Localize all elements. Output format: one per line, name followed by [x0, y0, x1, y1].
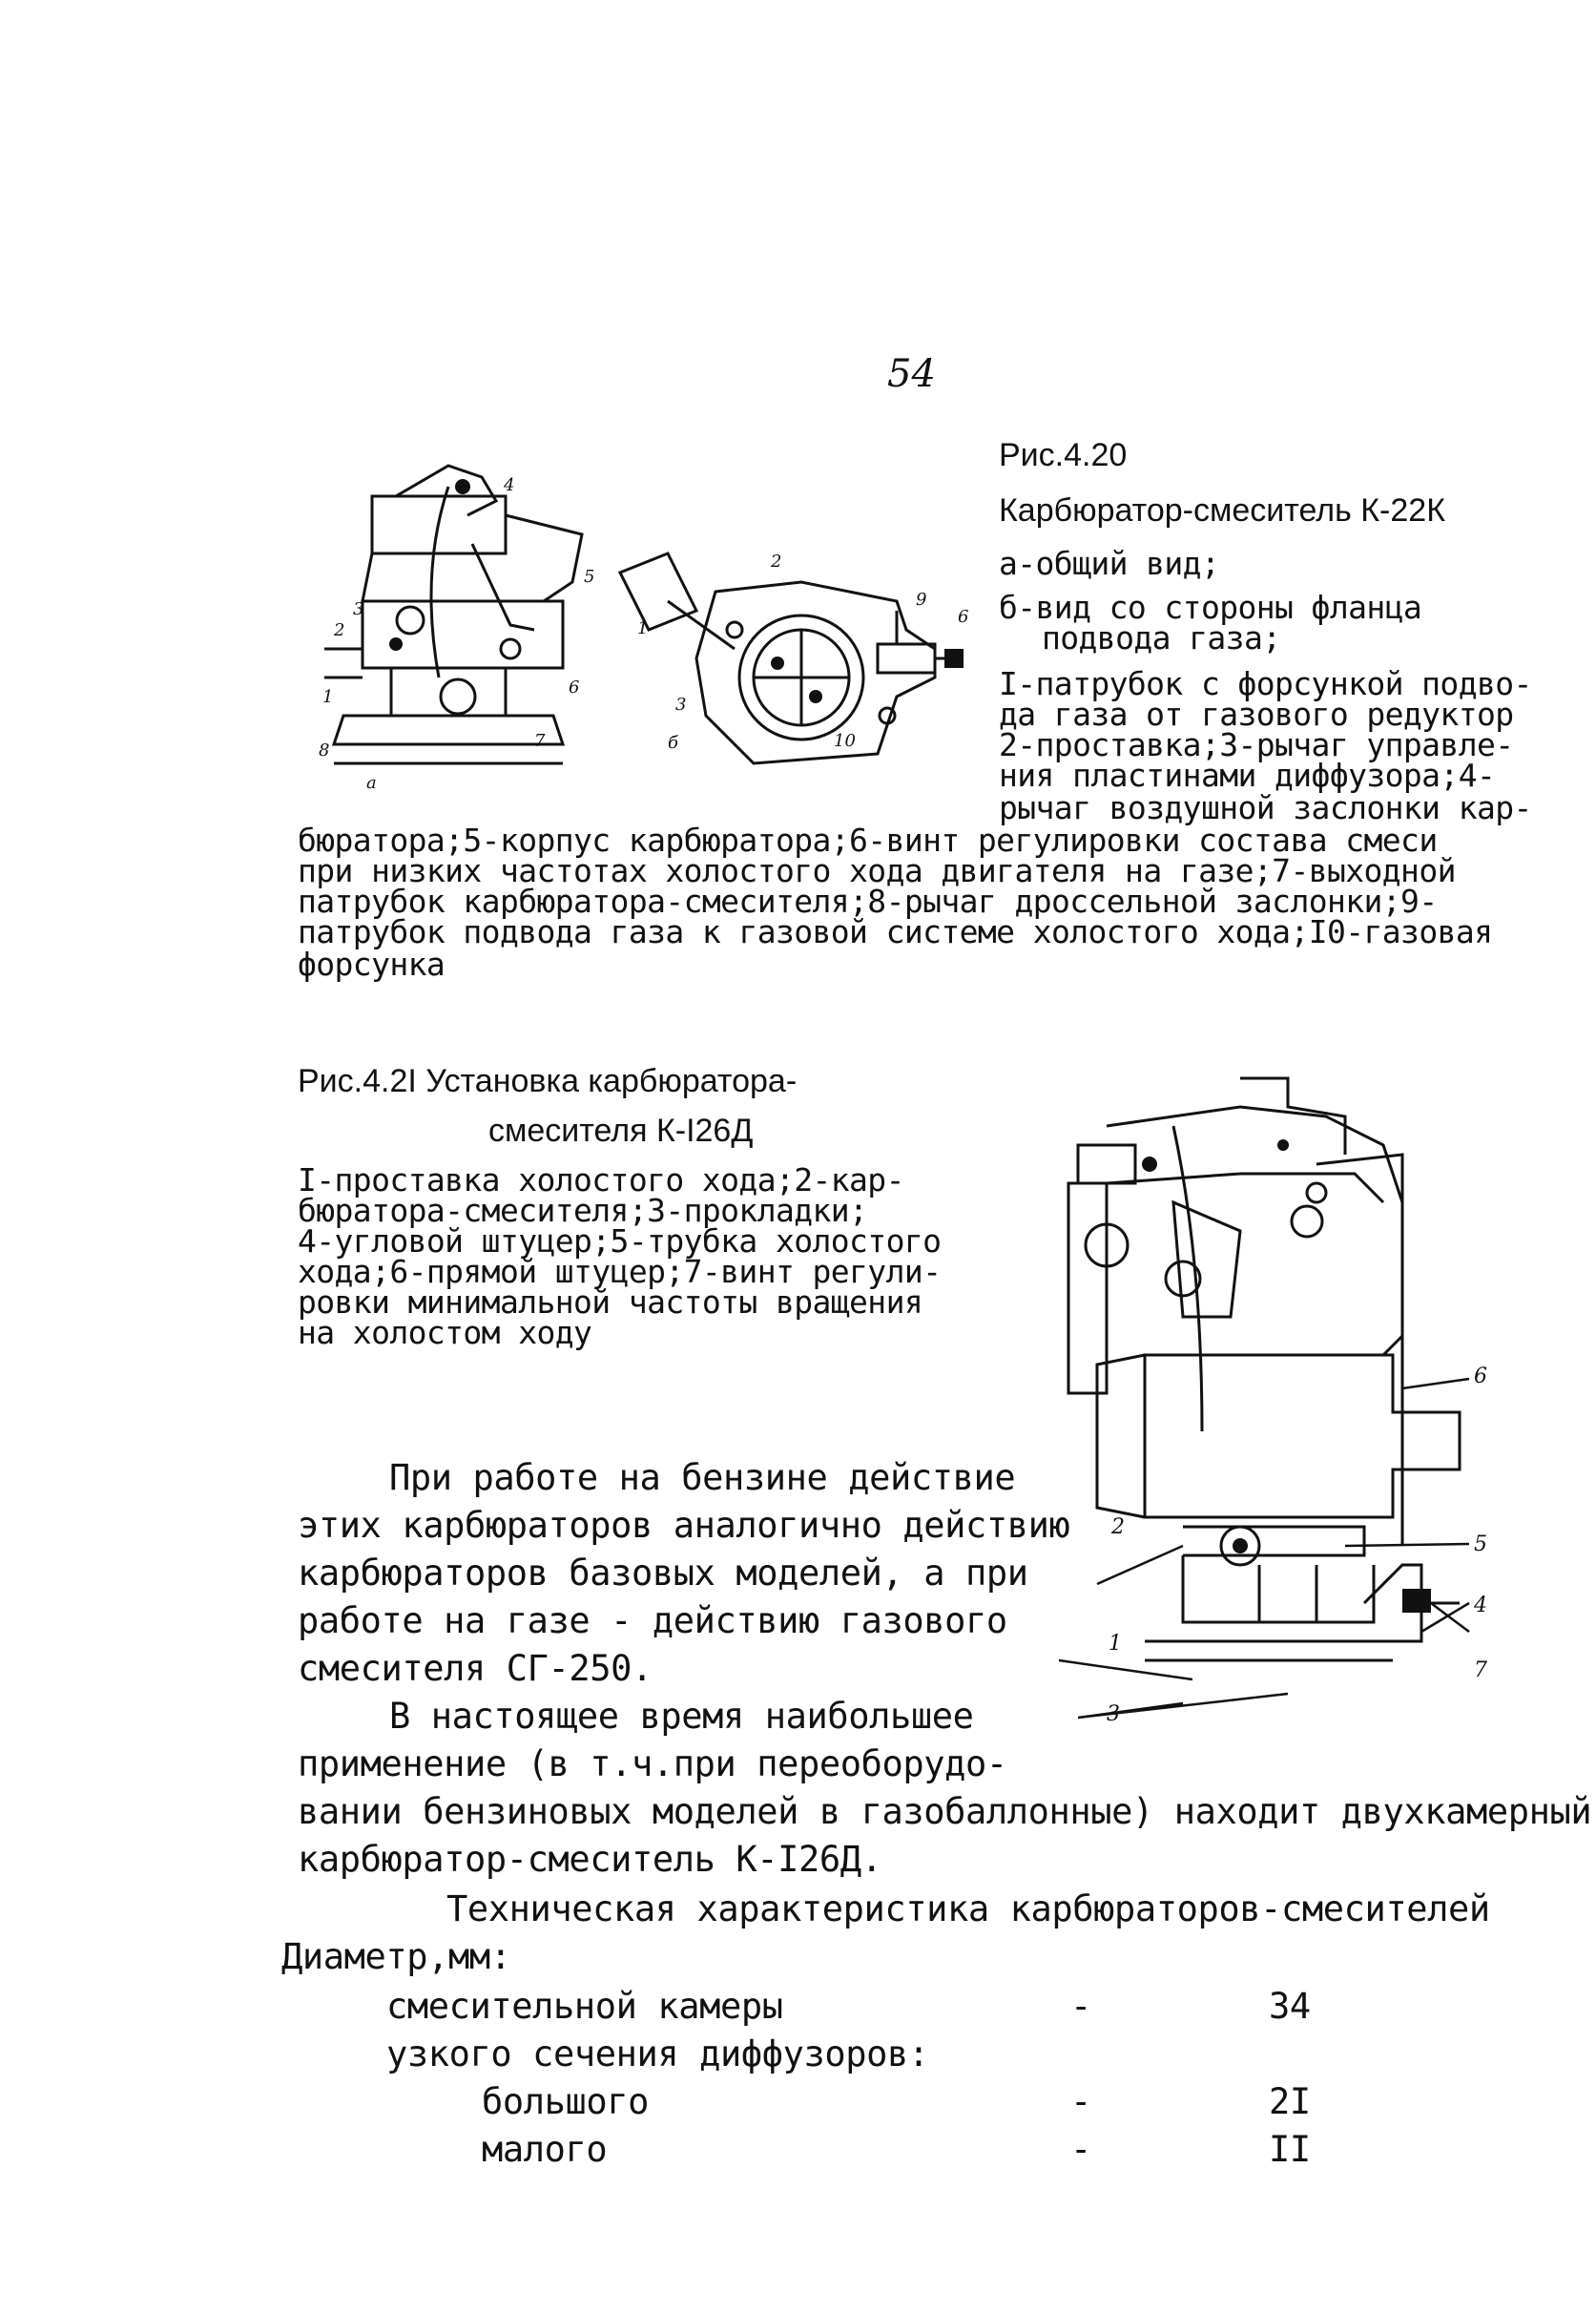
spec-row-dash: - — [1070, 2081, 1091, 2122]
fig21-label-1: 1 — [1109, 1632, 1122, 1656]
body-line: вании бензиновых моделей в газобаллонные) находит двухкамерный — [298, 1791, 1592, 1832]
fig20-legend-line: бюратора;5-корпус карбюратора;6-винт регулировки состава смеси — [298, 822, 1438, 859]
spec-row-label: узкого сечения диффузоров: — [386, 2033, 929, 2074]
fig21-legend-line: ровки минимальной частоты вращения — [298, 1283, 923, 1321]
figure-4-20-view-b — [611, 544, 973, 773]
fig20-legend-line: да газа от газового редуктор — [999, 696, 1514, 733]
fig21-title-2: смесителя К-I26Д — [488, 1113, 754, 1149]
spec-row-label: большого — [482, 2081, 650, 2122]
fig21-legend-line: I-проставка холостого хода;2-кар- — [298, 1161, 904, 1199]
fig20-legend-line: 2-проставка;3-рычаг управле- — [999, 726, 1514, 763]
spec-row-dash: - — [1070, 1986, 1091, 2027]
fig20-a-label-5: 5 — [584, 567, 595, 587]
fig21-label-3: 3 — [1107, 1702, 1120, 1726]
figure-4-20-view-a — [305, 458, 591, 802]
fig20-b-label-6: 6 — [958, 607, 969, 627]
fig20-a-label-7: 7 — [534, 731, 546, 751]
fig20-a-label-8: 8 — [319, 740, 330, 761]
fig20-legend-line: I-патрубок с форсункой подво- — [999, 665, 1532, 702]
figure-4-21-carburetor — [1040, 1069, 1488, 1737]
fig20-a-label-2: 2 — [334, 620, 345, 640]
fig21-label-5: 5 — [1474, 1532, 1487, 1556]
page-number: 54 — [887, 352, 936, 396]
body-line: этих карбюраторов аналогично действию — [298, 1505, 1070, 1546]
spec-row-value: 34 — [1269, 1986, 1311, 2027]
body-line: В настоящее время наибольшее — [389, 1696, 974, 1737]
fig20-name: Карбюратор-смеситель К-22К — [999, 492, 1445, 529]
fig20-legend-line: патрубок подвода газа к газовой системе холостого хода;I0-газовая — [298, 913, 1493, 950]
fig20-a-label-a: а — [366, 773, 377, 793]
fig20-b-label-10: 10 — [834, 731, 856, 751]
fig20-legend-line: форсунка — [298, 946, 446, 983]
spec-row-value: 2I — [1269, 2081, 1311, 2122]
body-line: применение (в т.ч.при переоборудо- — [298, 1743, 1007, 1784]
fig21-legend-line: хода;6-прямой штуцер;7-винт регули- — [298, 1253, 942, 1290]
body-line: карбюратор-смеситель К-I26Д. — [298, 1839, 882, 1880]
fig20-view-b-2: подвода газа; — [1042, 619, 1281, 657]
fig20-a-label-4: 4 — [504, 475, 515, 495]
spec-row-label: малого — [482, 2129, 608, 2170]
fig21-label-7: 7 — [1474, 1658, 1487, 1682]
body-line: карбюраторов базовых моделей, а при — [298, 1553, 1028, 1594]
fig21-legend-line: бюратора-смесителя;3-прокладки; — [298, 1192, 868, 1229]
fig20-title: Рис.4.20 — [999, 437, 1128, 473]
fig20-legend-line: рычаг воздушной заслонки кар- — [999, 789, 1532, 826]
fig20-legend-line: патрубок карбюратора-смесителя;8-рычаг дроссельной заслонки;9- — [298, 883, 1438, 920]
fig21-legend-line: на холостом ходу — [298, 1314, 592, 1351]
fig20-view-b-1: б-вид со стороны фланца — [999, 589, 1422, 626]
spec-heading: Техническая характеристика карбюраторов-смесителей — [446, 1888, 1490, 1929]
fig20-b-label-9: 9 — [916, 590, 927, 610]
fig21-label-4: 4 — [1474, 1594, 1487, 1617]
fig20-view-a: а-общий вид; — [999, 545, 1220, 582]
fig21-label-2: 2 — [1111, 1515, 1125, 1539]
body-line: При работе на бензине действие — [389, 1457, 1016, 1498]
fig20-b-label-3: 3 — [675, 695, 687, 715]
fig20-a-label-6: 6 — [569, 678, 580, 698]
fig20-b-label-b: б — [668, 733, 678, 753]
fig21-label-6: 6 — [1474, 1365, 1487, 1388]
fig21-title-1: Рис.4.2I Установка карбюратора- — [298, 1063, 798, 1099]
body-line: смесителя СГ-250. — [298, 1648, 653, 1689]
spec-row-dash: - — [1070, 2129, 1091, 2170]
spec-row-value: II — [1269, 2129, 1311, 2170]
fig20-b-label-2: 2 — [771, 552, 782, 572]
fig21-legend-line: 4-угловой штуцер;5-трубка холостого — [298, 1222, 942, 1260]
spec-group: Диаметр,мм: — [281, 1936, 511, 1977]
fig20-a-label-1: 1 — [322, 687, 334, 707]
spec-row-label: смесительной камеры — [386, 1986, 783, 2027]
fig20-b-label-1: 1 — [637, 618, 649, 638]
fig20-legend-line: при низких частотах холостого хода двигателя на газе;7-выходной — [298, 852, 1456, 889]
body-line: работе на газе - действию газового — [298, 1600, 1007, 1641]
fig20-a-label-3: 3 — [353, 599, 364, 619]
fig20-legend-line: ния пластинами диффузора;4- — [999, 757, 1496, 794]
